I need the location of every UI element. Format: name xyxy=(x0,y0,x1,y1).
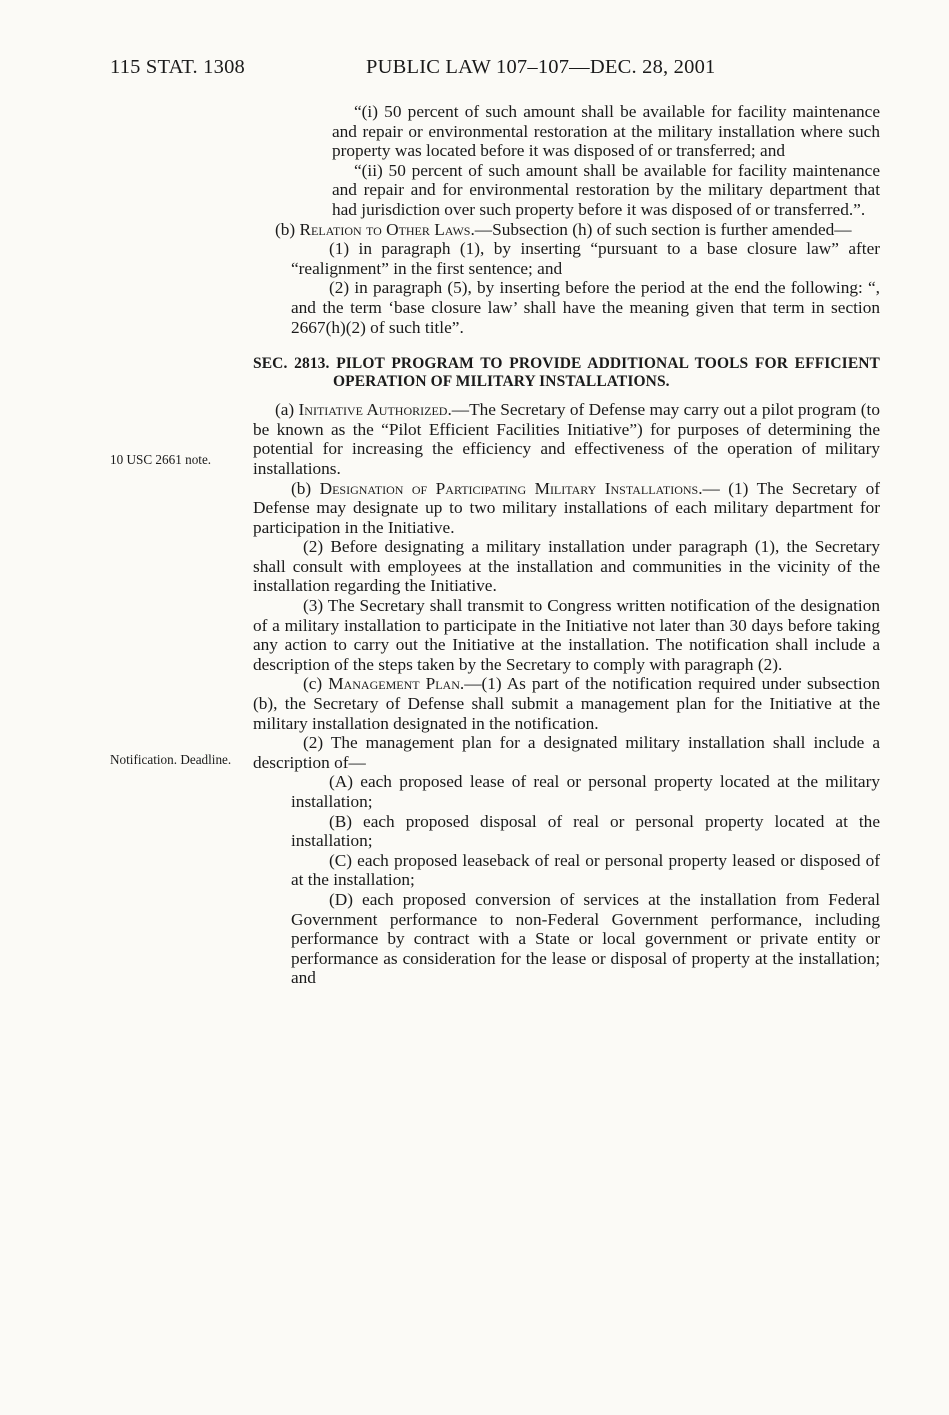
subsection-text: —(1) As part of the notification required under subsection (b), the Secretary of Defense shall submit a management plan for the Initiative at the military installation designated in the notification. xyxy=(253,674,880,733)
paragraph-b2: (2) in paragraph (5), by inserting before the period at the end the following: “, and the term ‘base closure law’ shall have the meaning given that term in section 2667(h)(2) of such title”. xyxy=(291,278,880,337)
subsection-text: —The Secretary of Defense may carry out a pilot program (to be known as the “Pilot Efficient Facilities Initiative”) for purposes of determining the potential for increasing the efficiency and effectiveness of the operation of military installations. xyxy=(253,400,880,478)
margin-note-usc: 10 USC 2661 note. xyxy=(110,452,212,467)
clause-c-b: (B) each proposed disposal of real or personal property located at the installation; xyxy=(291,811,880,851)
subsection-b-relation xyxy=(253,220,880,240)
clause-c-c: (C) each proposed leaseback of real or personal property leased or disposed of at the installation; xyxy=(291,850,880,890)
subsection-label: (b) xyxy=(291,478,320,498)
paragraph-b1: (1) in paragraph (1), by inserting “pursuant to a base closure law” after “realignment” in the first sentence; and xyxy=(291,239,880,278)
margin-note-notification: Notification. Deadline. xyxy=(110,752,232,767)
subsection-a xyxy=(253,400,880,478)
subsection-label: (a) xyxy=(275,400,299,420)
clause-ii: “(ii) 50 percent of such amount shall be available for facility maintenance and repair and for environmental restoration by the military department that had jurisdiction over such property before it was disposed of or transferred.”. xyxy=(332,160,880,219)
subsection-heading: Management Plan. xyxy=(328,674,465,694)
clause-c-d: (D) each proposed conversion of services at the installation from Federal Government performance to non-Federal Government performance, including performance by contract with a State or local government or private entity or performance as consideration for the lease or disposal of property at the installation; and xyxy=(291,889,880,988)
subsection-b-designation xyxy=(253,479,880,538)
paragraph-b-2: (2) Before designating a military installation under paragraph (1), the Secretary shall consult with employees at the installation and communities in the vicinity of the installation regarding the Initiative. xyxy=(253,537,880,596)
paragraph-b-3: (3) The Secretary shall transmit to Congress written notification of the designation of a military installation to participate in the Initiative not later than 30 days before taking any action to carry out the Initiative at the installation. The notification shall include a description of the steps taken by the Secretary to comply with paragraph (2). xyxy=(253,596,880,674)
body-text xyxy=(253,102,880,988)
subsection-label: (b) xyxy=(275,219,300,239)
clause-c-a: (A) each proposed lease of real or personal property located at the military installation; xyxy=(291,772,880,811)
subsection-heading: Designation of Participating Military Installations. xyxy=(319,478,703,498)
running-header: PUBLIC LAW 107–107—DEC. 28, 2001 xyxy=(366,56,716,78)
section-heading: SEC. 2813. PILOT PROGRAM TO PROVIDE ADDITIONAL TOOLS FOR EFFICIENT OPERATION OF MILITARY INSTALLATIONS. xyxy=(253,355,880,391)
subsection-heading: Relation to Other Laws. xyxy=(299,219,475,239)
page-reference: 115 STAT. 1308 xyxy=(110,56,245,78)
subsection-heading: Initiative Authorized. xyxy=(298,400,452,420)
clause-i: “(i) 50 percent of such amount shall be available for facility maintenance and repair or environmental restoration at the military installation where such property was located before it was disposed of or transferred; and xyxy=(332,102,880,161)
subsection-text: —Subsection (h) of such section is further amended— xyxy=(474,219,852,239)
paragraph-c-2: (2) The management plan for a designated military installation shall include a description of— xyxy=(253,733,880,772)
subsection-text: — (1) The Secretary of Defense may designate up to two military installations of each military department for participation in the Initiative. xyxy=(253,478,880,537)
subsection-label: (c) xyxy=(303,674,329,694)
subsection-c xyxy=(253,674,880,733)
